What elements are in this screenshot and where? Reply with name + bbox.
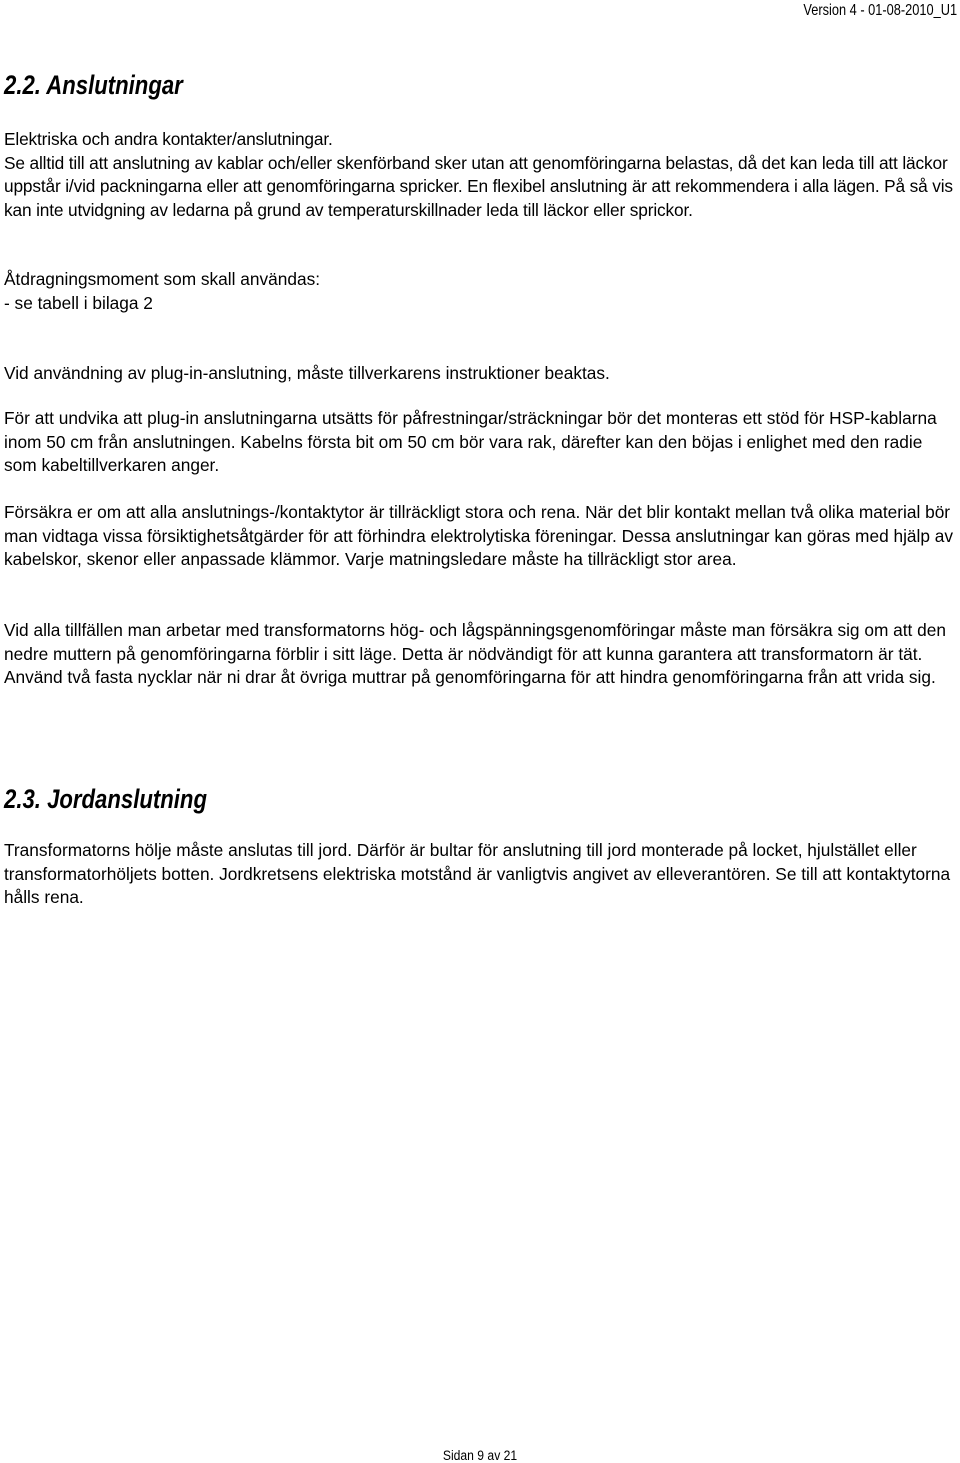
section-heading-anslutningar: 2.2. Anslutningar (4, 70, 183, 100)
paragraph-nut-text: Vid alla tillfällen man arbetar med transformatorns hög- och lågspänningsgenomföringar måste man försäkra sig om att den nedre muttern på genomföringarna förblir i sitt läge. Detta är nödvändigt för att kunna garantera att transformatorn är tät. Använd två fasta nycklar när ni drar åt övriga muttrar på genomföringarna för att hindra genomföringarna från att vrida sig. (4, 620, 946, 687)
paragraph-connections (4, 128, 959, 222)
paragraph-strain-text: För att undvika att plug-in anslutningarna utsätts för påfrestningar/sträckningar bör det monteras ett stöd för HSP-kablarna inom 50 cm från anslutningen. Kabelns första bit om 50 cm bör vara rak, därefter kan den böjas i enlighet med den radie som kabeltillverkaren anger. (4, 408, 937, 475)
paragraph-connections-intro: Elektriska och andra kontakter/anslutningar. (4, 129, 333, 149)
version-label: Version 4 - 01-08-2010_U1 (803, 2, 957, 19)
torque-reference: - se tabell i bilaga 2 (4, 292, 153, 313)
paragraph-plugin (4, 362, 959, 386)
paragraph-connections-body: Se alltid till att anslutning av kablar och/eller skenförband sker utan att genomföringarna belastas, då det kan leda till att läckor uppstår i/vid packningarna eller att genomföringarna spricker. En flexibel anslutning är att rekommendera i alla lägen. På så vis kan inte utvidgning av ledarna på grund av temperaturskillnader leda till läckor eller sprickor. (4, 152, 953, 220)
page-number: Sidan 9 av 21 (442, 1448, 518, 1463)
section-heading-jordanslutning: 2.3. Jordanslutning (4, 784, 207, 814)
paragraph-grounding (4, 839, 959, 910)
paragraph-contact-text: Försäkra er om att alla anslutnings-/kontaktytor är tillräckligt stora och rena. När det blir kontakt mellan två olika material bör man vidtaga vissa försiktighetsåtgärder för att förhindra elektrolytiska föreningar. Dessa anslutningar kan göras med hjälp av kabelskor, skenor eller anpassade klämmor. Varje matningsledare måste ha tillräckligt stor area. (4, 502, 954, 569)
torque-label: Åtdragningsmoment som skall användas: (4, 269, 321, 289)
paragraph-torque (4, 268, 959, 315)
paragraph-contact-surfaces (4, 501, 959, 572)
paragraph-plugin-text: Vid användning av plug-in-anslutning, måste tillverkarens instruktioner beaktas. (4, 363, 610, 383)
paragraph-grounding-text: Transformatorns hölje måste anslutas till jord. Därför är bultar för anslutning till jord monterade på locket, hjulstället eller transformatorhöljets botten. Jordkretsens elektriska motstånd är vanligtvis angivet av elleverantören. Se till att kontaktytorna hålls rena. (4, 840, 951, 907)
paragraph-strain (4, 407, 959, 478)
paragraph-nut (4, 619, 959, 690)
